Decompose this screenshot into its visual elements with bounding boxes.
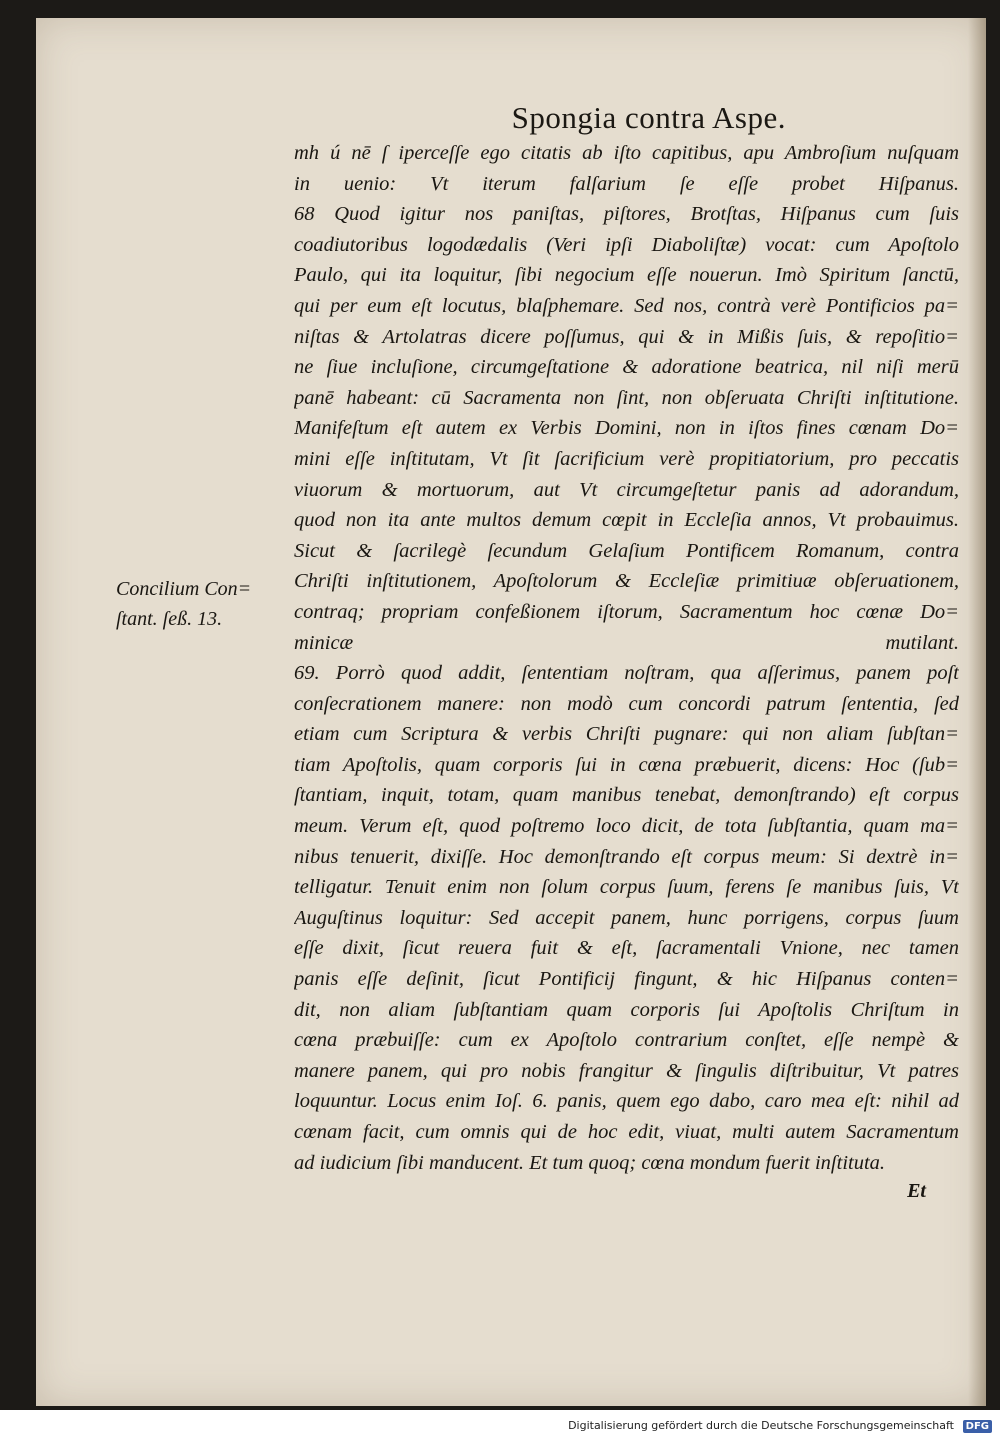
text-line: minicæ mutilant. <box>294 631 959 654</box>
text-line: meum. Verum eſt, quod poſtremo loco dicit, de tota ſubſtantia, quam ma= <box>294 815 959 838</box>
text-line: panis eſſe deſinit, ſicut Pontificij fingunt, & hic Hiſpanus conten= <box>294 968 959 991</box>
text-line: in uenio: Vt iterum falſarium ſe eſſe probet Hiſpanus. <box>294 172 959 195</box>
text-line: dit, non aliam ſubſtantiam quam corporis ſui Apoſtolis Chriſtum in <box>294 998 959 1021</box>
text-line: contraq; propriam confeßionem iſtorum, Sacramentum hoc cœnæ Do= <box>294 600 959 623</box>
text-line: viuorum & mortuorum, aut Vt circumgeſtetur panis ad adorandum, <box>294 478 959 501</box>
text-line: nibus tenuerit, dixiſſe. Hoc demonſtrando eſt corpus meum: Si dextrè in= <box>294 845 959 868</box>
text-line: conſecrationem manere: non modò cum concordi patrum ſententia, ſed <box>294 692 959 715</box>
dfg-logo: DFG <box>963 1420 992 1433</box>
catchword: Et <box>907 1180 926 1202</box>
text-line: etiam cum Scriptura & verbis Chriſti pugnare: qui non aliam ſubſtan= <box>294 723 959 746</box>
text-line: ad iudicium ſibi manducent. Et tum quoq; cœna mondum fuerit inſtituta. <box>294 1151 886 1174</box>
text-line: cœna præbuiſſe: cum ex Apoſtolo contrarium conſtet, eſſe nempè & <box>294 1029 959 1052</box>
running-head: Spongia contra Aspe. <box>511 100 786 135</box>
funding-credit: Digitalisierung gefördert durch die Deutsche Forschungsgemeinschaft <box>568 1419 954 1432</box>
text-line: telligatur. Tenuit enim non ſolum corpus ſuum, ferens ſe manibus ſuis, Vt <box>294 876 959 899</box>
text-line: cœnam facit, cum omnis qui de hoc edit, viuat, multi autem Sacramentum <box>294 1121 959 1143</box>
marginal-note-line: Concilium Con= <box>116 578 252 600</box>
text-line: 69. Porrò quod addit, ſententiam noſtram, qua aſſerimus, panem poſt <box>294 662 959 685</box>
page-edge-shadow <box>968 18 986 1406</box>
text-line: quod non ita ante multos demum cœpit in Eccleſia annos, Vt probauimus. <box>294 509 959 532</box>
text-line: ſtantiam, inquit, totam, quam manibus tenebat, demonſtrando) eſt corpus <box>294 784 959 807</box>
text-line: mh ú nē ſ iperceſſe ego citatis ab iſto capitibus, apu Ambroſium nuſquam <box>294 142 959 164</box>
text-line: Auguſtinus loquitur: Sed accepit panem, hunc porrigens, corpus ſuum <box>294 906 959 929</box>
marginal-note-line: ſtant. ſeß. 13. <box>116 608 223 630</box>
book-page <box>36 18 986 1406</box>
main-text-block <box>294 138 959 1178</box>
text-line: eſſe dixit, ſicut reuera fuit & eſt, ſacramentali Vnione, nec tamen <box>294 937 959 960</box>
text-line: tiam Apoſtolis, quam corporis ſui in cœna præbuerit, dicens: Hoc (ſub= <box>294 753 959 776</box>
footer-bar <box>0 1410 1000 1440</box>
text-line: ne ſiue incluſione, circumgeſtatione & adoratione beatrica, nil niſi merū <box>294 356 959 379</box>
text-line: loquuntur. Locus enim Ioſ. 6. panis, quem ego dabo, caro mea eſt: nihil ad <box>294 1090 959 1113</box>
text-line: qui per eum eſt locutus, blaſphemare. Sed nos, contrà verè Pontificios pa= <box>294 294 959 317</box>
text-line: Paulo, qui ita loquitur, ſibi negocium eſſe nouerun. Imò Spiritum ſanctū, <box>294 264 959 287</box>
text-line: Chriſti inſtitutionem, Apoſtolorum & Eccleſiæ primitiuæ obſeruationem, <box>294 570 959 593</box>
text-line: niſtas & Artolatras dicere poſſumus, qui & in Mißis ſuis, & repoſitio= <box>294 325 959 348</box>
text-line: coadiutoribus logodædalis (Veri ipſi Diaboliſtæ) vocat: cum Apoſtolo <box>294 233 959 256</box>
text-line: mini eſſe inſtitutam, Vt ſit ſacrificium verè propitiatorium, pro peccatis <box>294 447 959 470</box>
text-line: panē habeant: cū Sacramenta non ſint, non obſeruata Chriſti inſtitutione. <box>294 386 959 409</box>
text-line: manere panem, qui pro nobis frangitur & ſingulis diſtribuitur, Vt patres <box>294 1059 959 1082</box>
text-line: Sicut & ſacrilegè ſecundum Gelaſium Pontificem Romanum, contra <box>294 539 959 562</box>
text-line: Manifeſtum eſt autem ex Verbis Domini, non in iſtos fines cœnam Do= <box>294 417 959 440</box>
marginal-note <box>116 574 286 634</box>
text-line: 68 Quod igitur nos paniſtas, piſtores, Brotſtas, Hiſpanus cum ſuis <box>294 203 959 226</box>
